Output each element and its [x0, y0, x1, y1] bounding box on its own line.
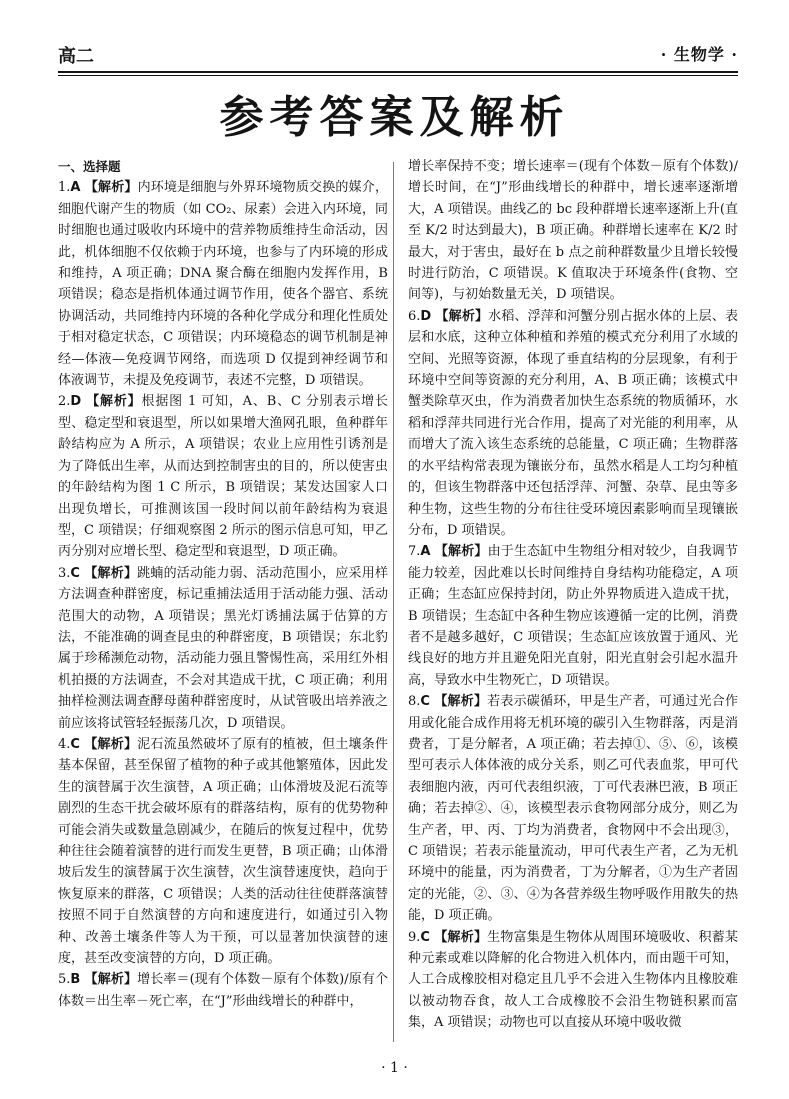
question-number: 3	[58, 565, 67, 581]
number-dot: .	[66, 972, 71, 988]
question-number: 8	[408, 694, 417, 710]
question-number: 5	[58, 972, 67, 988]
answer-item	[58, 391, 388, 562]
answer-letter: A	[420, 544, 431, 560]
number-dot: .	[66, 394, 71, 410]
answer-letter: B	[70, 972, 81, 988]
analysis-tag: 【解析】	[434, 694, 488, 710]
number-dot: .	[416, 544, 421, 560]
header-rule	[58, 71, 738, 73]
page-number: · 1 ·	[381, 1060, 408, 1076]
answer-item	[58, 969, 388, 1012]
answer-item	[408, 691, 738, 926]
answer-letter: C	[70, 736, 80, 752]
analysis-tag: 【解析】	[434, 544, 488, 560]
question-number: 6	[408, 308, 417, 324]
analysis-text: 内环境是细胞与外界环境物质交换的媒介，细胞代谢产生的物质（如 CO₂、尿素）会进入内环境，同时细胞也通过吸收内环境中的营养物质维持生命活动，因此，机体细胞不仅依赖于内环境，也参与了内环境的形成和维持，A 项正确；DNA 聚合酶在细胞内发挥作用，B 项错误；稳态是指机体通过调节作用，使各个器官、系统协调活动，共同维持内环境的各种化学成分和理化性质处于相对稳定状态，C 项错误；内环境稳态的调节机制是神经—体液—免疫调节网络，而选项 D 仅提到神经调节和体液调节，未提及免疫调节，表述不完整，D 项错误。	[58, 180, 388, 389]
number-dot: .	[416, 929, 421, 945]
question-number: 9	[408, 929, 417, 945]
analysis-text: 增长率＝(现有个体数－原有个体数)/原有个体数＝出生率－死亡率，在“J”形曲线增长的种群中，	[58, 972, 388, 1009]
analysis-tag: 【解析】	[434, 929, 488, 945]
answer-item	[58, 734, 388, 969]
answer-item	[408, 156, 738, 306]
number-dot: .	[416, 308, 421, 324]
analysis-text: 增长率保持不变；增长速率＝(现有个体数－原有个体数)/增长时间，在“J”形曲线增长的种群中，增长速率逐渐增大，A 项错误。曲线乙的 bc 段种群增长速率逐渐上升(直至 K/2 时达到最大)，B 项正确。种群增长速率在 K/2 时最大，对于害虫，最好在 b 点之前种群数量少且增长较慢时进行防治，C 项错误。K 值取决于环境条件(食物、空间等)，与初始数量无关，D 项错误。	[408, 159, 738, 303]
number-dot: .	[66, 736, 71, 752]
left-column	[58, 156, 388, 1012]
analysis-text: 跳蝻的活动能力弱、活动范围小，应采用样方法调查种群密度，标记重捕法适用于活动能力强、活动范围大的动物，A 项错误；黑光灯诱捕法属于估算的方法，不能准确的调查昆虫的种群密度，B 项错误；东北豹属于珍稀濒危动物，活动能力强且警惕性高，采用红外相机拍摄的方法调查，不会对其造成干扰，C 项正确；利用抽样检测法调查酵母菌种群密度时，从试管吸出培养液之前应该将试管轻轻振荡几次，D 项错误。	[58, 565, 388, 731]
question-number: 4	[58, 736, 67, 752]
answer-item	[58, 563, 388, 734]
answer-letter: C	[70, 565, 80, 581]
number-dot: .	[66, 180, 71, 196]
subject-label: · 生物学 ·	[660, 45, 738, 64]
question-number: 2	[58, 394, 67, 410]
answer-letter: D	[70, 394, 82, 410]
analysis-text: 若表示碳循环，甲是生产者，可通过光合作用或化能合成作用将无机环境的碳引入生物群落，丙是消费者，丁是分解者，A 项正确；若去掉①、⑤、⑥，该模型可表示人体体液的成分关系，则乙可代表血浆，甲可代表细胞内液，丙可代表组织液，丁可代表淋巴液，B 项正确；若去掉②、④，该模型表示食物网部分成分，则乙为生产者，甲、丙、丁均为消费者，食物网中不会出现③，C 项错误；若表示能量流动，甲可代表生产者，乙为无机环境中的能量，丙为消费者，丁为分解者，①为生产者固定的光能，②、③、④为各营养级生物呼吸作用散失的热能，D 项正确。	[408, 694, 738, 924]
analysis-tag: 【解析】	[84, 180, 138, 196]
analysis-tag: 【解析】	[86, 394, 142, 410]
answer-letter: C	[420, 694, 430, 710]
answer-item	[408, 927, 738, 1034]
answer-item	[58, 177, 388, 391]
question-number: 1	[58, 180, 67, 196]
answer-item	[408, 306, 738, 541]
analysis-tag: 【解析】	[84, 736, 138, 752]
analysis-tag: 【解析】	[84, 972, 138, 988]
answer-letter: A	[70, 180, 81, 196]
analysis-tag: 【解析】	[435, 308, 489, 324]
question-number: 7	[408, 544, 417, 560]
analysis-text: 水稻、浮萍和河蟹分别占据水体的上层、表层和水底，这种立体种植和养殖的模式充分利用了水域的空间、光照等资源，体现了垂直结构的分层现象，有利于环境中空间等资源的充分利用，A、B 项正确；该模式中蟹类除草灭虫，作为消费者加快生态系统的物质循环，水稻和浮萍共同进行光合作用，提高了对光能的利用率，从而增大了流入该生态系统的总能量，C 项正确；生物群落的水平结构常表现为镶嵌分布，虽然水稻是人工均匀种植的，但该生物群落中还包括浮萍、河蟹、杂草、昆虫等多种生物，这些生物的分布往往受环境因素影响而呈现镶嵌分布，D 项错误。	[408, 308, 738, 538]
grade-label: 高二	[58, 46, 94, 67]
analysis-text: 由于生态缸中生物组分相对较少，自我调节能力较差，因此难以长时间维持自身结构功能稳定，A 项正确；生态缸应保持封闭，防止外界物质进入造成干扰，B 项错误；生态缸中各种生物应该遵循一定的比例，消费者不是越多越好，C 项错误；生态缸应该放置于通风、光线良好的地方并且避免阳光直射，阳光直射会引起水温升高，导致水中生物死亡，D 项错误。	[408, 544, 738, 688]
header-rule-thin	[58, 75, 738, 76]
number-dot: .	[66, 565, 71, 581]
answer-letter: D	[420, 308, 432, 324]
answer-item	[408, 541, 738, 691]
analysis-text: 根据图 1 可知，A、B、C 分别表示增长型、稳定型和衰退型，所以如果增大渔网孔眼，鱼种群年龄结构应为 A 所示，A 项错误；农业上应用性引诱剂是为了降低出生率，从而达到控制害虫的目的，所以使害虫的年龄结构为图 1 C 所示，B 项错误；某发达国家人口出现负增长，可推测该国一段时间以前年龄结构为衰退型，C 项错误；仔细观察图 2 所示的图示信息可知，甲乙丙分别对应增长型、稳定型和衰退型，D 项正确。	[58, 394, 388, 560]
analysis-text: 泥石流虽然破坏了原有的植被，但土壤条件基本保留，甚至保留了植物的种子或其他繁殖体，因此发生的演替属于次生演替，A 项正确；山体滑坡及泥石流等剧烈的生态干扰会破坏原有的群落结构，原有的优势物种可能会消失或数量急剧减少，在随后的恢复过程中，优势种往往会随着演替的进行而发生更替，B 项正确；山体滑坡后发生的演替属于次生演替，次生演替速度快，趋向于恢复原来的群落，C 项错误；人类的活动往往使群落演替按照不同于自然演替的方向和速度进行，如通过引入物种、改善土壤条件等人为干预，可以显著加快演替的速度，甚至改变演替的方向，D 项正确。	[58, 736, 388, 967]
number-dot: .	[416, 694, 421, 710]
analysis-text: 生物富集是生物体从周围环境吸收、积蓄某种元素或难以降解的化合物进入机体内，而由题干可知，人工合成橡胶相对稳定且几乎不会进入生物体内且橡胶难以被动物吞食，故人工合成橡胶不会沿生物链积累而富集，A 项错误；动物也可以直接从环境中吸收微	[408, 929, 738, 1031]
page-header	[58, 40, 738, 66]
page-title: 参考答案及解析	[219, 92, 570, 143]
answer-letter: C	[420, 929, 430, 945]
right-column	[408, 156, 738, 1034]
analysis-tag: 【解析】	[84, 565, 138, 581]
column-divider	[393, 162, 394, 1042]
section-heading: 一、选择题	[58, 159, 121, 174]
